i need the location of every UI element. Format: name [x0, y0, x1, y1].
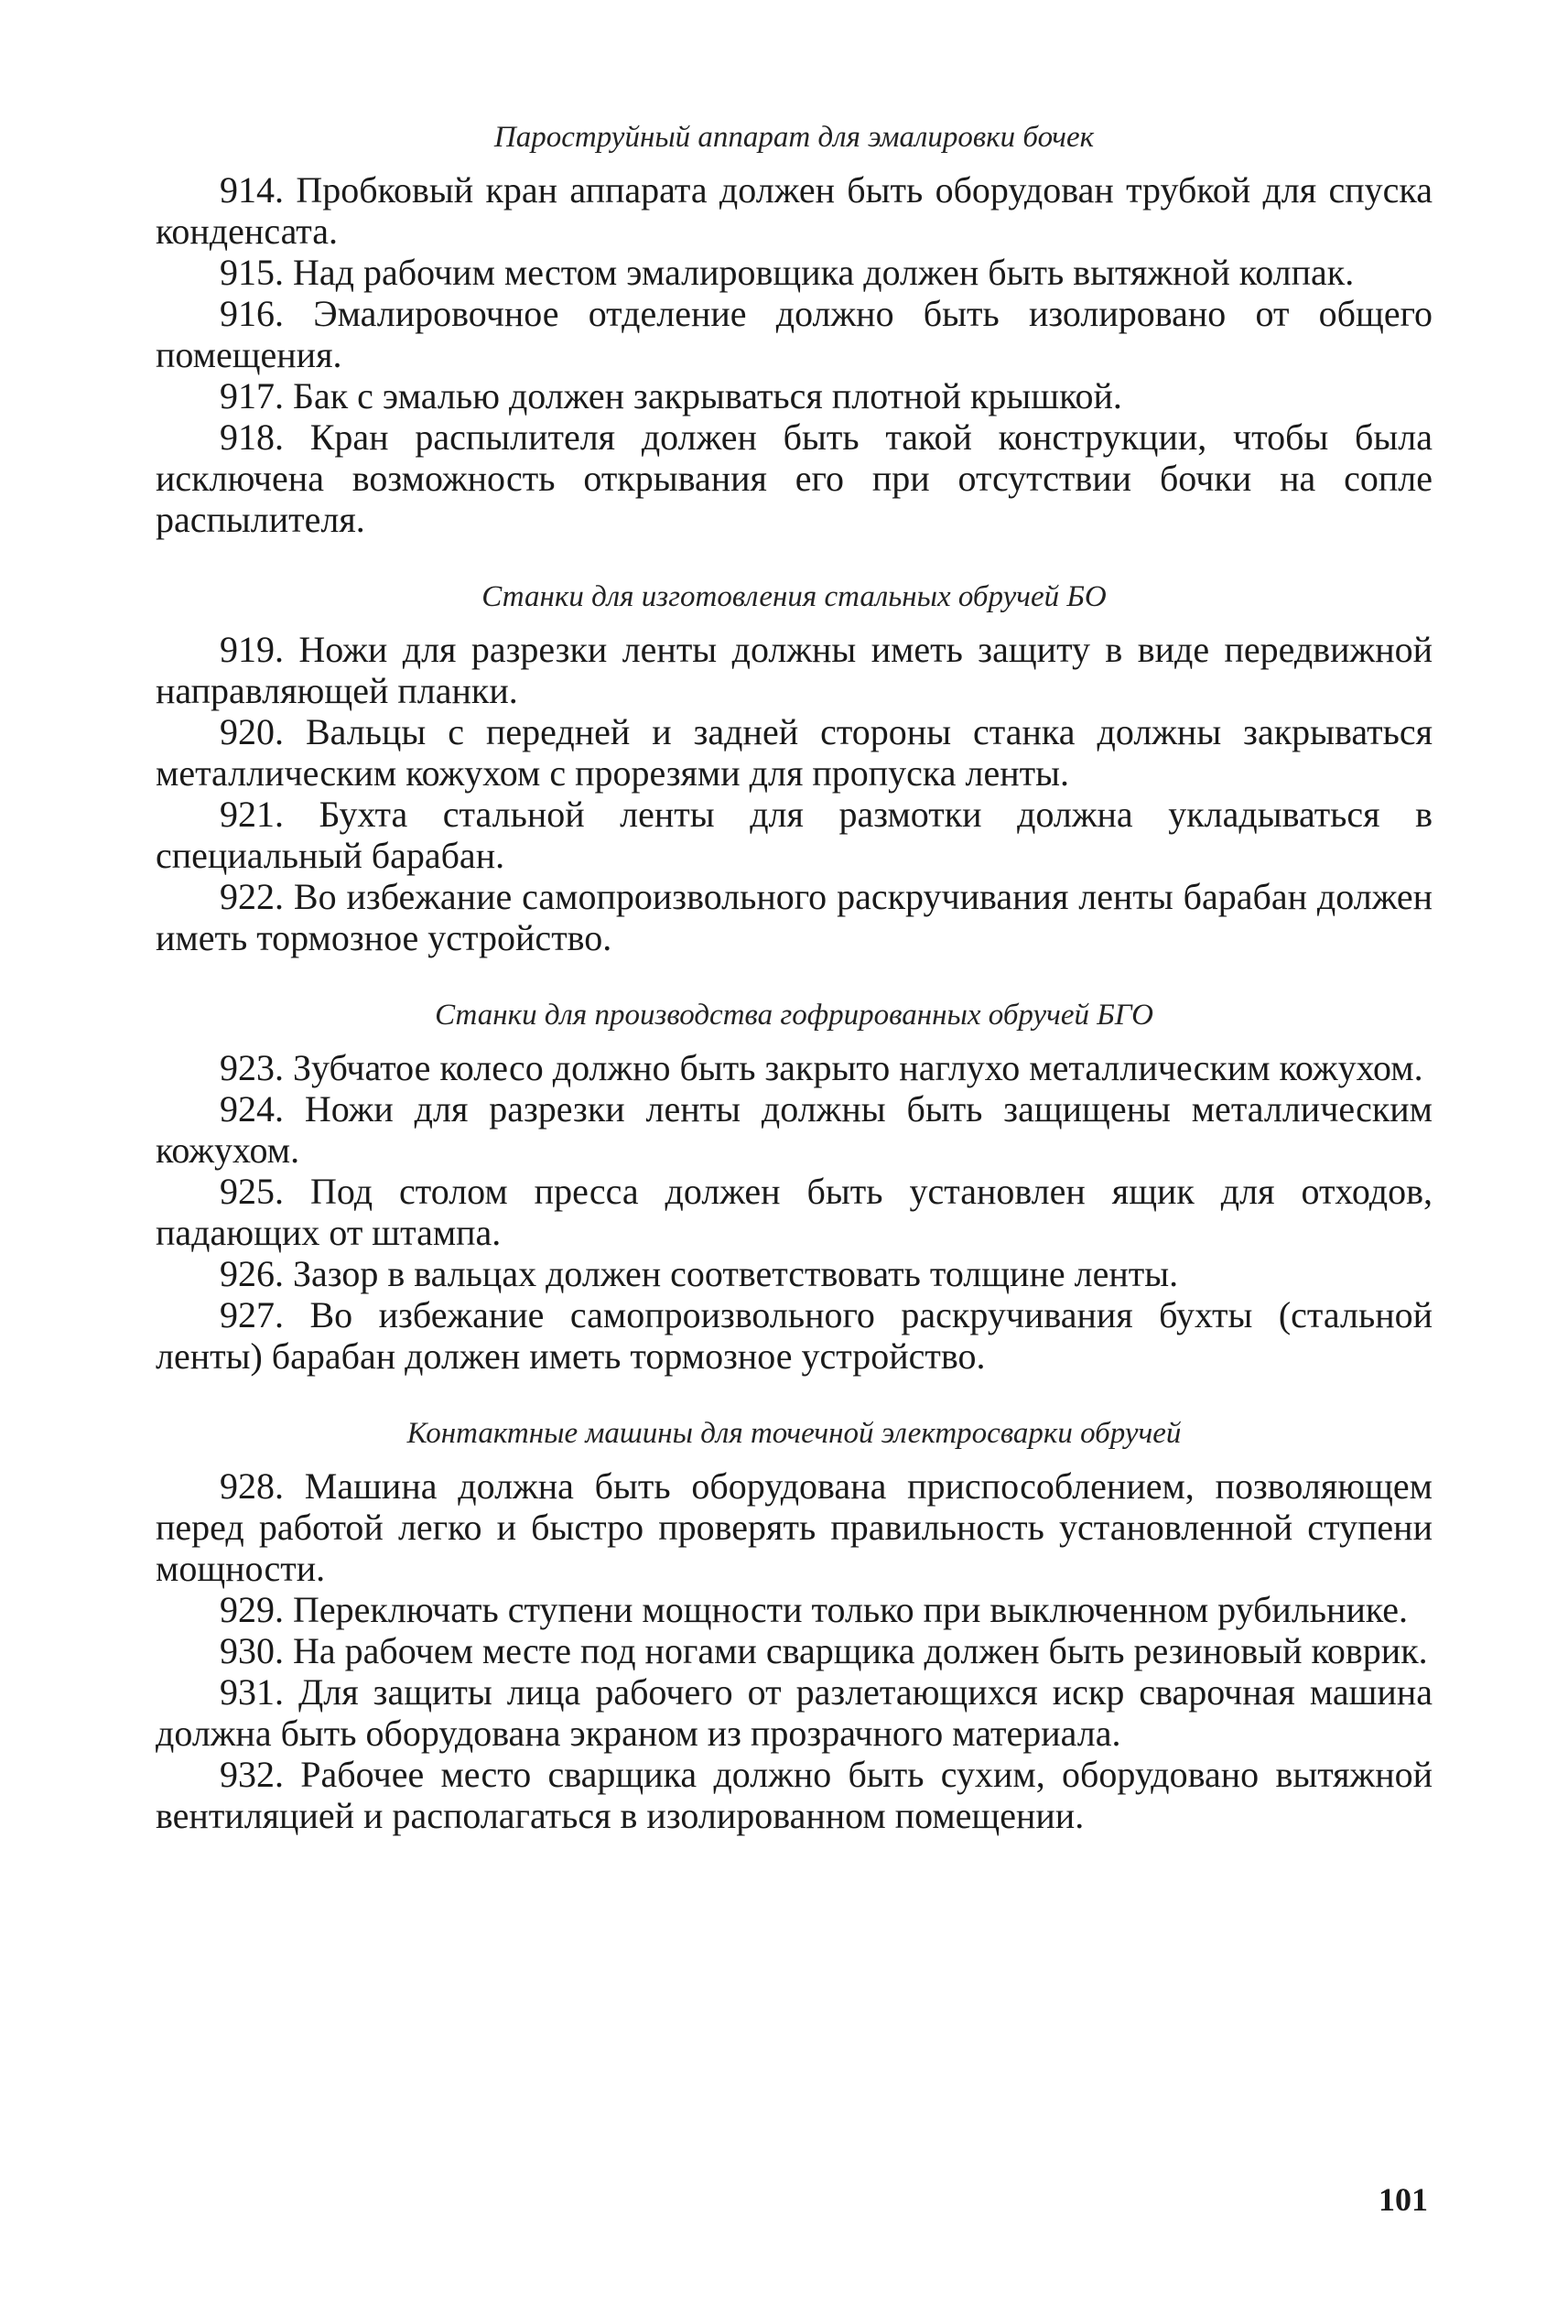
- paragraph-915: 915. Над рабочим местом эмалировщика должен быть вытяжной колпак.: [220, 252, 1355, 293]
- section-spot-welding: [156, 1413, 1433, 1836]
- section-heading: Станки для производства гофрированных обручей БГО: [435, 999, 1153, 1032]
- page-number: 101: [1379, 2181, 1428, 2218]
- paragraph-929: 929. Переключать ступени мощности только при выключенном рубильнике.: [220, 1589, 1409, 1630]
- paragraph-920: 920. Вальцы с передней и задней стороны станка должны закрываться металлическим кожухом с прорезями для пропуска ленты.: [156, 711, 1433, 794]
- section-heading: Пароструйный аппарат для эмалировки бочек: [493, 121, 1095, 154]
- paragraph-927: 927. Во избежание самопроизвольного раскручивания бухты (стальной ленты) барабан должен иметь тормозное устройство.: [156, 1294, 1433, 1377]
- paragraph-928: 928. Машина должна быть оборудована приспособлением, позволяющем перед работой легко и быстро проверять правильность установленной ступени мощности.: [156, 1465, 1433, 1589]
- paragraph-931: 931. Для защиты лица рабочего от разлетающихся искр сварочная машина должна быть оборудована экраном из прозрачного материала.: [156, 1671, 1433, 1754]
- paragraph-921: 921. Бухта стальной ленты для размотки должна укладываться в специальный барабан.: [156, 794, 1433, 876]
- paragraph-923: 923. Зубчатое колесо должно быть закрыто наглухо металлическим кожухом.: [220, 1047, 1423, 1088]
- paragraph-914: 914. Пробковый кран аппарата должен быть оборудован трубкой для спуска конденсата.: [156, 169, 1433, 252]
- paragraph-918: 918. Кран распылителя должен быть такой конструкции, чтобы была исключена возможность открывания его при отсутствии бочки на сопле распылителя.: [156, 416, 1433, 540]
- paragraph-930: 930. На рабочем месте под ногами сварщика должен быть резиновый коврик.: [220, 1630, 1428, 1671]
- paragraph-925: 925. Под столом пресса должен быть установлен ящик для отходов, падающих от штампа.: [156, 1171, 1433, 1253]
- page-body: [156, 117, 1433, 1873]
- paragraph-917: 917. Бак с эмалью должен закрываться плотной крышкой.: [220, 375, 1122, 416]
- section-steel-hoops: [156, 577, 1433, 958]
- paragraph-924: 924. Ножи для разрезки ленты должны быть защищены металлическим кожухом.: [156, 1088, 1433, 1171]
- section-heading: Станки для изготовления стальных обручей БО: [481, 580, 1107, 613]
- paragraph-916: 916. Эмалировочное отделение должно быть изолировано от общего помещения.: [156, 293, 1433, 375]
- section-corrugated-hoops: [156, 995, 1433, 1377]
- paragraph-926: 926. Зазор в вальцах должен соответствовать толщине ленты.: [220, 1253, 1179, 1294]
- section-heading: Контактные машины для точечной электросварки обручей: [406, 1417, 1182, 1450]
- paragraph-919: 919. Ножи для разрезки ленты должны иметь защиту в виде передвижной направляющей планки.: [156, 629, 1433, 711]
- paragraph-922: 922. Во избежание самопроизвольного раскручивания ленты барабан должен иметь тормозное устройство.: [156, 876, 1433, 958]
- paragraph-932: 932. Рабочее место сварщика должно быть сухим, оборудовано вытяжной вентиляцией и располагаться в изолированном помещении.: [156, 1754, 1433, 1836]
- section-enamel-apparatus: [156, 117, 1433, 540]
